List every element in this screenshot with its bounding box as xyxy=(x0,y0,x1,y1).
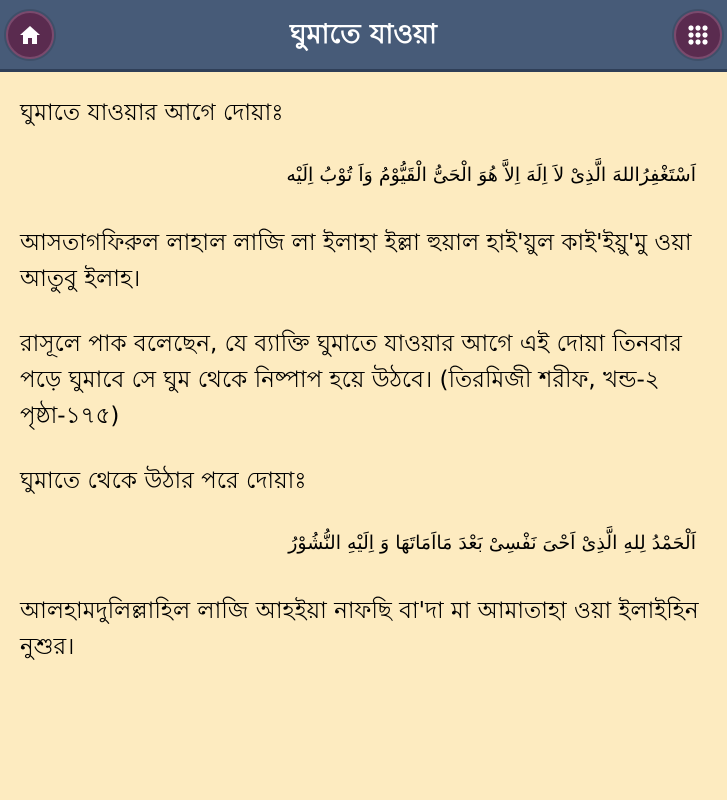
home-icon xyxy=(18,23,42,47)
home-button[interactable] xyxy=(6,11,54,59)
heading-after-waking: ঘুমাতে থেকে উঠার পরে দোয়াঃ xyxy=(20,468,307,494)
dua-content xyxy=(20,95,710,665)
arabic-dua-after-waking: اَلْحَمْدُ لِلهِ الَّذِىْ اَحْىَ نَفْسِىْ بَعْدَ مَااَمَاتَهَا وَ اِلَيْهِ النُّشُوْرُ xyxy=(288,532,696,554)
arabic-dua-before-sleep: اَسْتَغْفِرُاللهَ الَّذِىْ لاَ اِلَهَ اِلاَّ هُوَ الْحَىُّ الْقَيُّوْمُ وَاَ تُوْبُ اِلَيْه xyxy=(286,164,696,186)
hadith-note: রাসূলে পাক বলেছেন, যে ব্যাক্তি ঘুমাতে যাওয়ার আগে এই দোয়া তিনবার পড়ে ঘুমাবে সে ঘুম থেকে নিষ্পাপ হয়ে উঠবে। (তিরমিজী শরীফ, খন্ড-২ পৃষ্ঠা-১৭৫) xyxy=(20,331,682,429)
page-title: ঘুমাতে যাওয়া xyxy=(290,19,437,50)
menu-button[interactable] xyxy=(674,11,722,59)
transliteration-after-waking: আলহামদুলিল্লাহিল লাজি আহইয়া নাফছি বা'দা মা আমাতাহা ওয়া ইলাইহিন নুশুর। xyxy=(20,598,699,660)
app-header xyxy=(0,0,727,72)
heading-before-sleep: ঘুমাতে যাওয়ার আগে দোয়াঃ xyxy=(20,100,284,126)
grid-menu-icon xyxy=(686,23,710,47)
transliteration-before-sleep: আসতাগফিরুল লাহাল লাজি লা ইলাহা ইল্লা হুয়াল হাই'য়ুল কাই'ইয়ু'মু ওয়া আতুবু ইলাহ। xyxy=(20,230,692,292)
